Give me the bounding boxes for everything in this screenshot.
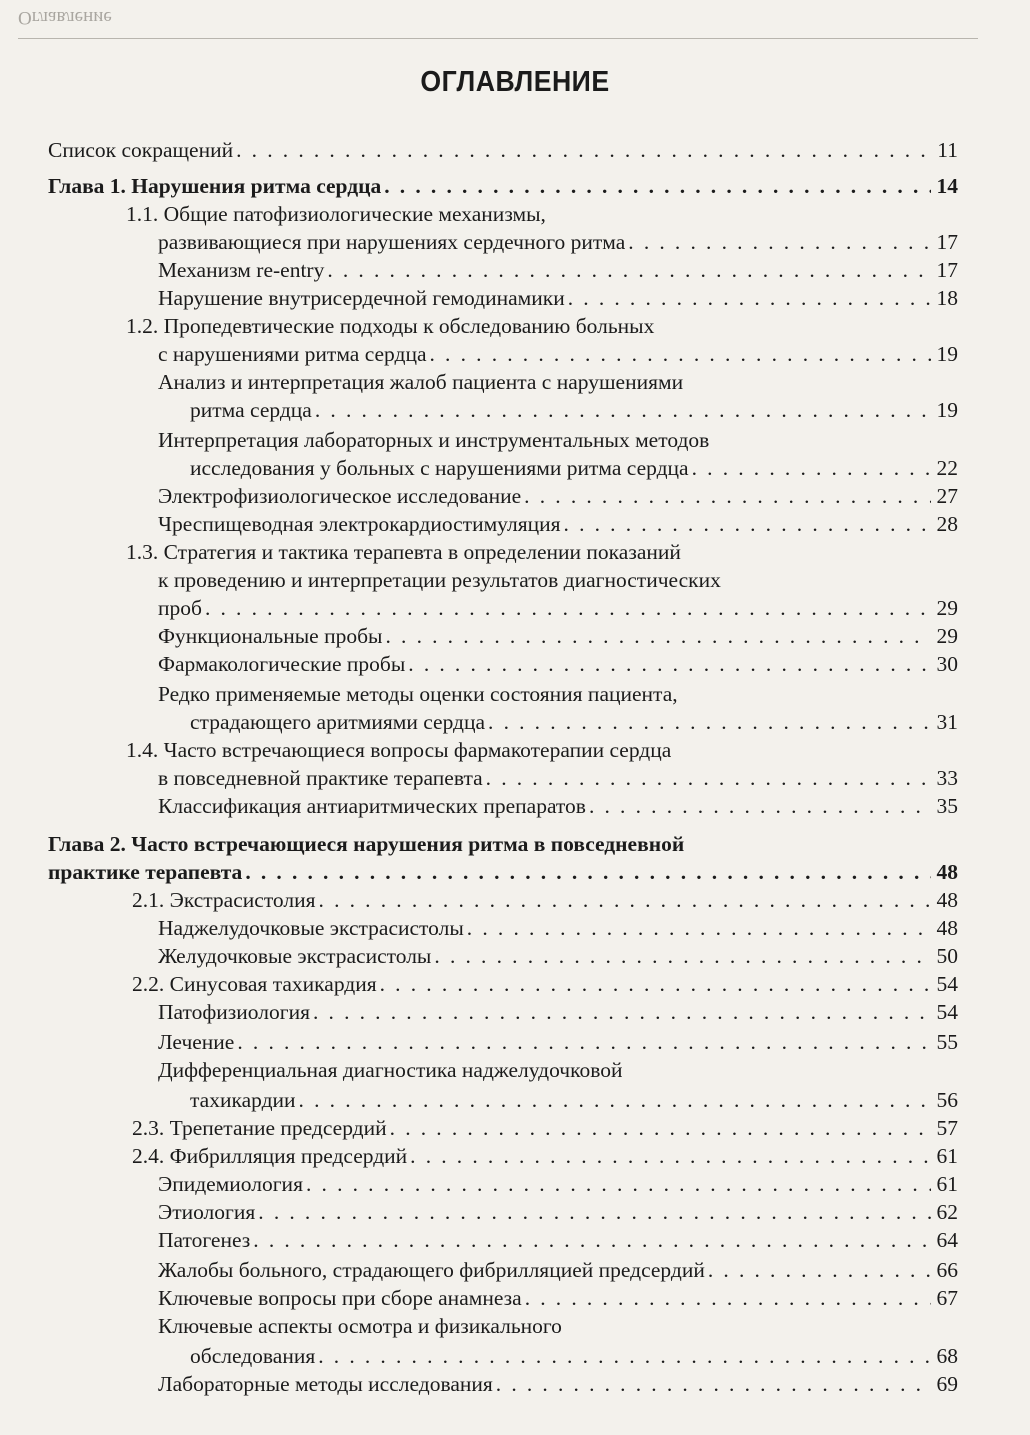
- toc-entry[interactable]: [158, 1170, 958, 1198]
- leader-dots: [380, 970, 931, 998]
- toc-page-number: 68: [936, 1344, 958, 1368]
- toc-page-number: 67: [936, 1286, 958, 1310]
- leader-dots: [589, 792, 931, 820]
- toc-entry-title: Ключевые вопросы при сборе анамнеза: [158, 1286, 522, 1310]
- toc-entry-title: Этиология: [158, 1200, 256, 1224]
- toc-page-number: 17: [936, 230, 958, 254]
- toc-chapter[interactable]: [48, 858, 958, 886]
- toc-entry[interactable]: [158, 1370, 958, 1398]
- toc-entry[interactable]: [158, 1198, 958, 1226]
- leader-dots: [319, 886, 931, 914]
- toc-entry-title: Эпидемиология: [158, 1172, 303, 1196]
- toc-entry-title: с нарушениями ритма сердца: [158, 342, 427, 366]
- toc-page-number: 48: [936, 916, 958, 940]
- toc-page-number: 64: [936, 1228, 958, 1252]
- toc-entry[interactable]: [158, 1256, 958, 1284]
- toc-entry[interactable]: [158, 622, 958, 650]
- toc-page-number: 61: [936, 1144, 958, 1168]
- leader-dots: [408, 650, 931, 678]
- leader-dots: [385, 622, 931, 650]
- leader-dots: [708, 1256, 931, 1284]
- toc-entry-line: 1.4. Часто встречающиеся вопросы фармакотерапии сердца: [126, 738, 672, 762]
- toc-entry-line: к проведению и интерпретации результатов диагностических: [158, 568, 721, 592]
- toc-entry[interactable]: [158, 914, 958, 942]
- leader-dots: [692, 454, 931, 482]
- toc-entry[interactable]: [158, 942, 958, 970]
- leader-dots: [410, 1142, 931, 1170]
- toc-entry-title: 2.4. Фибрилляция предсердий: [132, 1144, 408, 1168]
- toc-chapter-line: Глава 2. Часто встречающиеся нарушения ритма в повседневной: [48, 832, 685, 856]
- toc-entry-line: Ключевые аспекты осмотра и физикального: [158, 1314, 562, 1338]
- leader-dots: [237, 1028, 931, 1056]
- toc-entry-title: Лечение: [158, 1030, 235, 1054]
- toc-page-number: 57: [936, 1116, 958, 1140]
- toc-page-number: 33: [936, 766, 958, 790]
- leader-dots: [524, 482, 931, 510]
- toc-entry[interactable]: [158, 228, 958, 256]
- toc-entry-title: Список сокращений: [48, 138, 234, 162]
- toc-entry-title: Чреспищеводная электрокардиостимуляция: [158, 512, 561, 536]
- toc-entry[interactable]: [158, 1284, 958, 1312]
- leader-dots: [384, 172, 931, 200]
- toc-page-number: 28: [936, 512, 958, 536]
- toc-page-number: 11: [937, 138, 958, 162]
- toc-entry-line: Дифференциальная диагностика наджелудочковой: [158, 1058, 623, 1082]
- leader-dots: [486, 764, 931, 792]
- toc-entry[interactable]: [190, 454, 958, 482]
- toc-entry-title: Жалобы больного, страдающего фибрилляцией предсердий: [158, 1258, 705, 1282]
- leader-dots: [430, 340, 932, 368]
- toc-page-number: 55: [936, 1030, 958, 1054]
- leader-dots: [313, 998, 931, 1026]
- toc-entry-title: 2.2. Синусовая тахикардия: [132, 972, 377, 996]
- running-header-text: Оглавление: [18, 7, 112, 28]
- toc-entry[interactable]: [158, 792, 958, 820]
- toc-entry-title: обследования: [190, 1344, 316, 1368]
- toc-entry-title: 2.3. Трепетание предсердий: [132, 1116, 387, 1140]
- toc-entry[interactable]: [158, 510, 958, 538]
- toc-entry-line: 1.1. Общие патофизиологические механизмы,: [126, 202, 546, 226]
- leader-dots: [564, 510, 931, 538]
- toc-page-number: 19: [936, 342, 958, 366]
- toc-entry[interactable]: [158, 1028, 958, 1056]
- toc-chapter[interactable]: [48, 172, 958, 200]
- leader-dots: [488, 708, 931, 736]
- toc-entry-title: проб: [158, 596, 202, 620]
- toc-page-number: 48: [936, 860, 958, 884]
- toc-entry[interactable]: [132, 1142, 958, 1170]
- leader-dots: [434, 942, 931, 970]
- toc-page-number: 66: [936, 1258, 958, 1282]
- toc-entry-title: Патофизиология: [158, 1000, 310, 1024]
- leader-dots: [299, 1086, 931, 1114]
- toc-page-number: 48: [936, 888, 958, 912]
- toc-entry-title: Патогенез: [158, 1228, 251, 1252]
- toc-page-number: 17: [936, 258, 958, 282]
- leader-dots: [390, 1114, 931, 1142]
- toc-entry[interactable]: [158, 256, 958, 284]
- toc-entry[interactable]: [158, 764, 958, 792]
- toc-entry[interactable]: [190, 396, 958, 424]
- toc-page-number: 14: [936, 174, 958, 198]
- toc-entry-title: Лабораторные методы исследования: [158, 1372, 493, 1396]
- toc-entry[interactable]: [158, 1226, 958, 1254]
- leader-dots: [315, 396, 931, 424]
- toc-page-number: 35: [936, 794, 958, 818]
- toc-entry-title: Глава 1. Нарушения ритма сердца: [48, 174, 382, 198]
- toc-entry[interactable]: [132, 1114, 958, 1142]
- toc-entry[interactable]: [158, 998, 958, 1026]
- toc-entry-line: Интерпретация лабораторных и инструментальных методов: [158, 428, 710, 452]
- toc-entry[interactable]: [158, 482, 958, 510]
- leader-dots: [318, 1342, 931, 1370]
- toc-entry[interactable]: [132, 886, 958, 914]
- toc-entry-title: Классификация антиаритмических препаратов: [158, 794, 586, 818]
- leader-dots: [236, 136, 931, 164]
- toc-entry[interactable]: [190, 1342, 958, 1370]
- toc-entry-line: 1.3. Стратегия и тактика терапевта в определении показаний: [126, 540, 681, 564]
- toc-page-number: 29: [936, 624, 958, 648]
- toc-page-number: 54: [936, 1000, 958, 1024]
- toc-entry-line: Анализ и интерпретация жалоб пациента с нарушениями: [158, 370, 684, 394]
- toc-entry-title: в повседневной практике терапевта: [158, 766, 483, 790]
- toc-page-number: 54: [936, 972, 958, 996]
- toc-entry-line: 1.2. Пропедевтические подходы к обследованию больных: [126, 314, 655, 338]
- leader-dots: [306, 1170, 931, 1198]
- page-title: ОГЛАВЛЕНИЕ: [420, 66, 610, 98]
- leader-dots: [525, 1284, 931, 1312]
- toc-page-number: 22: [936, 456, 958, 480]
- toc-entry[interactable]: [158, 650, 958, 678]
- leader-dots: [568, 284, 931, 312]
- toc-page-number: 29: [936, 596, 958, 620]
- toc-entry-title: Нарушение внутрисердечной гемодинамики: [158, 286, 565, 310]
- toc-page-number: 50: [936, 944, 958, 968]
- toc-page-number: 18: [936, 286, 958, 310]
- toc-page-number: 62: [936, 1200, 958, 1224]
- toc-entry-line: Редко применяемые методы оценки состояния пациента,: [158, 682, 678, 706]
- leader-dots: [253, 1226, 931, 1254]
- leader-dots: [205, 594, 931, 622]
- toc-entry-title: Наджелудочковые экстрасистолы: [158, 916, 464, 940]
- toc-page-number: 56: [936, 1088, 958, 1112]
- toc-page-number: 31: [936, 710, 958, 734]
- toc-entry[interactable]: [158, 340, 958, 368]
- leader-dots: [496, 1370, 931, 1398]
- toc-entry-title: ритма сердца: [190, 398, 312, 422]
- toc-page-number: 30: [936, 652, 958, 676]
- leader-dots: [628, 228, 931, 256]
- toc-entry-title: Механизм re-entry: [158, 258, 325, 282]
- toc-entry-title: исследования у больных с нарушениями ритма сердца: [190, 456, 689, 480]
- toc-page-number: 61: [936, 1172, 958, 1196]
- toc-entry-title: Функциональные пробы: [158, 624, 383, 648]
- toc-page-number: 69: [936, 1372, 958, 1396]
- toc-entry[interactable]: [158, 594, 958, 622]
- toc-entry-title: Желудочковые экстрасистолы: [158, 944, 432, 968]
- toc-entry[interactable]: [190, 1086, 958, 1114]
- leader-dots: [327, 256, 931, 284]
- toc-entry-title: тахикардии: [190, 1088, 296, 1112]
- toc-entry[interactable]: [158, 284, 958, 312]
- toc-entry-title: развивающиеся при нарушениях сердечного ритма: [158, 230, 626, 254]
- toc-page-number: 19: [936, 398, 958, 422]
- toc-entry-title: Электрофизиологическое исследование: [158, 484, 522, 508]
- toc-page-number: 27: [936, 484, 958, 508]
- leader-dots: [245, 858, 931, 886]
- leader-dots: [467, 914, 931, 942]
- toc-entry[interactable]: [48, 136, 958, 164]
- toc-entry-title: Фармакологические пробы: [158, 652, 406, 676]
- toc-entry[interactable]: [190, 708, 958, 736]
- toc-entry-title: страдающего аритмиями сердца: [190, 710, 486, 734]
- leader-dots: [258, 1198, 931, 1226]
- toc-entry-title: практике терапевта: [48, 860, 243, 884]
- toc-entry-title: 2.1. Экстрасистолия: [132, 888, 316, 912]
- toc-entry[interactable]: [132, 970, 958, 998]
